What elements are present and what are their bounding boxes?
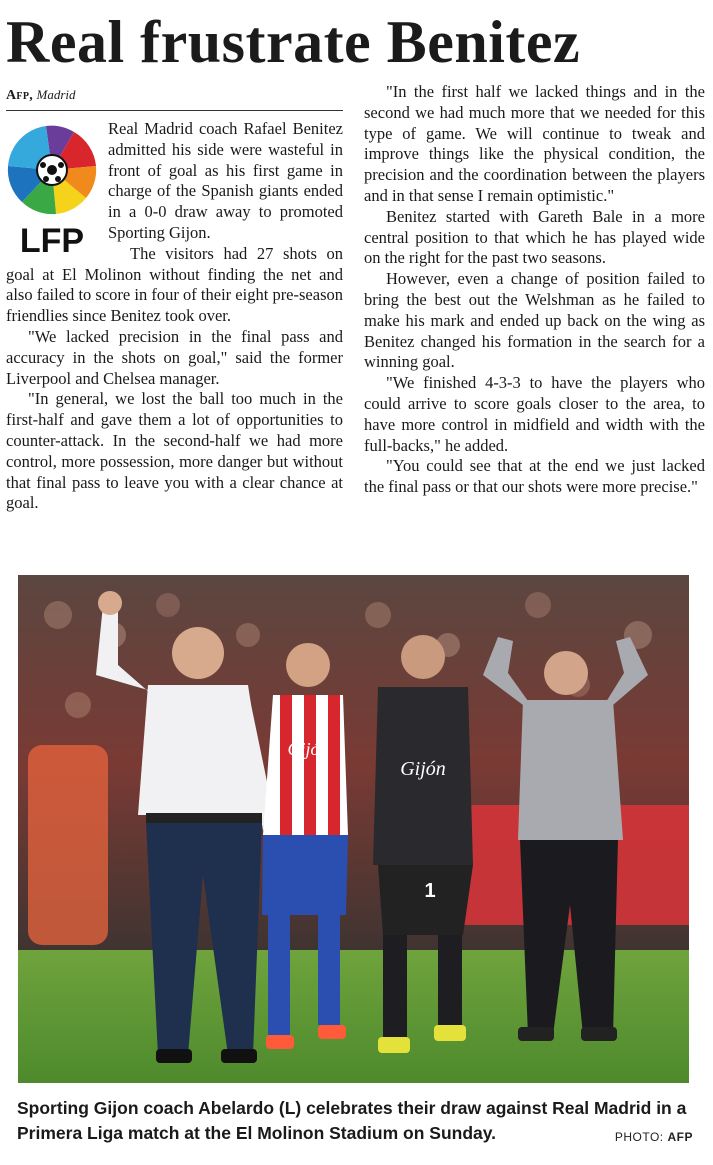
byline	[6, 85, 343, 111]
photo-credit	[615, 1130, 693, 1144]
paragraph: "We lacked precision in the final pass and accuracy in the shots on goal," said the former Liverpool and Chelsea manager.	[6, 326, 343, 388]
shirt-text-keeper: Gijón	[400, 758, 446, 780]
article-column-right	[364, 82, 705, 562]
paragraph: "We finished 4-3-3 to have the players who could arrive to score goals closer to the area, to have more control in midfield and width with the full-backs," he added.	[364, 373, 705, 455]
byline-place: Madrid	[36, 87, 76, 102]
paragraph: "In the first half we lacked things and in the second we had much more that we needed for this type of game. We will continue to tweak and improve things like the physical condition, the precision and the coordination between the players and in that sense I remain optimistic."	[364, 82, 705, 205]
paragraph: "You could see that at the end we just lacked the final pass or that our shots were more precise."	[364, 456, 705, 497]
news-photo	[18, 575, 689, 1083]
logo-text: LFP	[19, 222, 85, 260]
credit-source: AFP	[667, 1130, 693, 1144]
paragraph: Benitez started with Gareth Bale in a more central position to that which he has played wide on the right for the past two seasons.	[364, 206, 705, 268]
headline: Real frustrate Benitez	[6, 9, 581, 75]
paragraph: "In general, we lost the ball too much in the first-half and gave them a lot of opportunities to counter-attack. In the second-half we had more control, more possession, more danger but without that final pass to leave you with a clear chance at goal.	[6, 389, 343, 513]
paragraph: However, even a change of position failed to bring the best out the Welshman as he failed to make his mark and ended up back on the wing as Benitez changed his formation in the search for a winning goal.	[364, 269, 705, 372]
paragraph: The visitors had 27 shots on goal at El Molinon without finding the net and also failed to score in four of their eight pre-season friendlies since Benitez took over.	[6, 243, 343, 326]
shirt-number: 1	[424, 880, 436, 902]
photo-caption: Sporting Gijon coach Abelardo (L) celebrates their draw against Real Madrid in a Primera Liga match at the El Molinon Stadium on Sunday.	[17, 1098, 687, 1143]
article-column-left	[6, 119, 343, 559]
credit-label: PHOTO:	[614, 1130, 664, 1144]
paragraph: Real Madrid coach Rafael Benitez admitted his side were wasteful in front of goal as his first game in charge of the Spanish giants ended in a 0-0 draw away to promoted Sporting Gijon.	[108, 119, 343, 242]
shirt-text-striped: Gijón	[287, 739, 329, 759]
byline-agency: Afp,	[6, 88, 34, 103]
